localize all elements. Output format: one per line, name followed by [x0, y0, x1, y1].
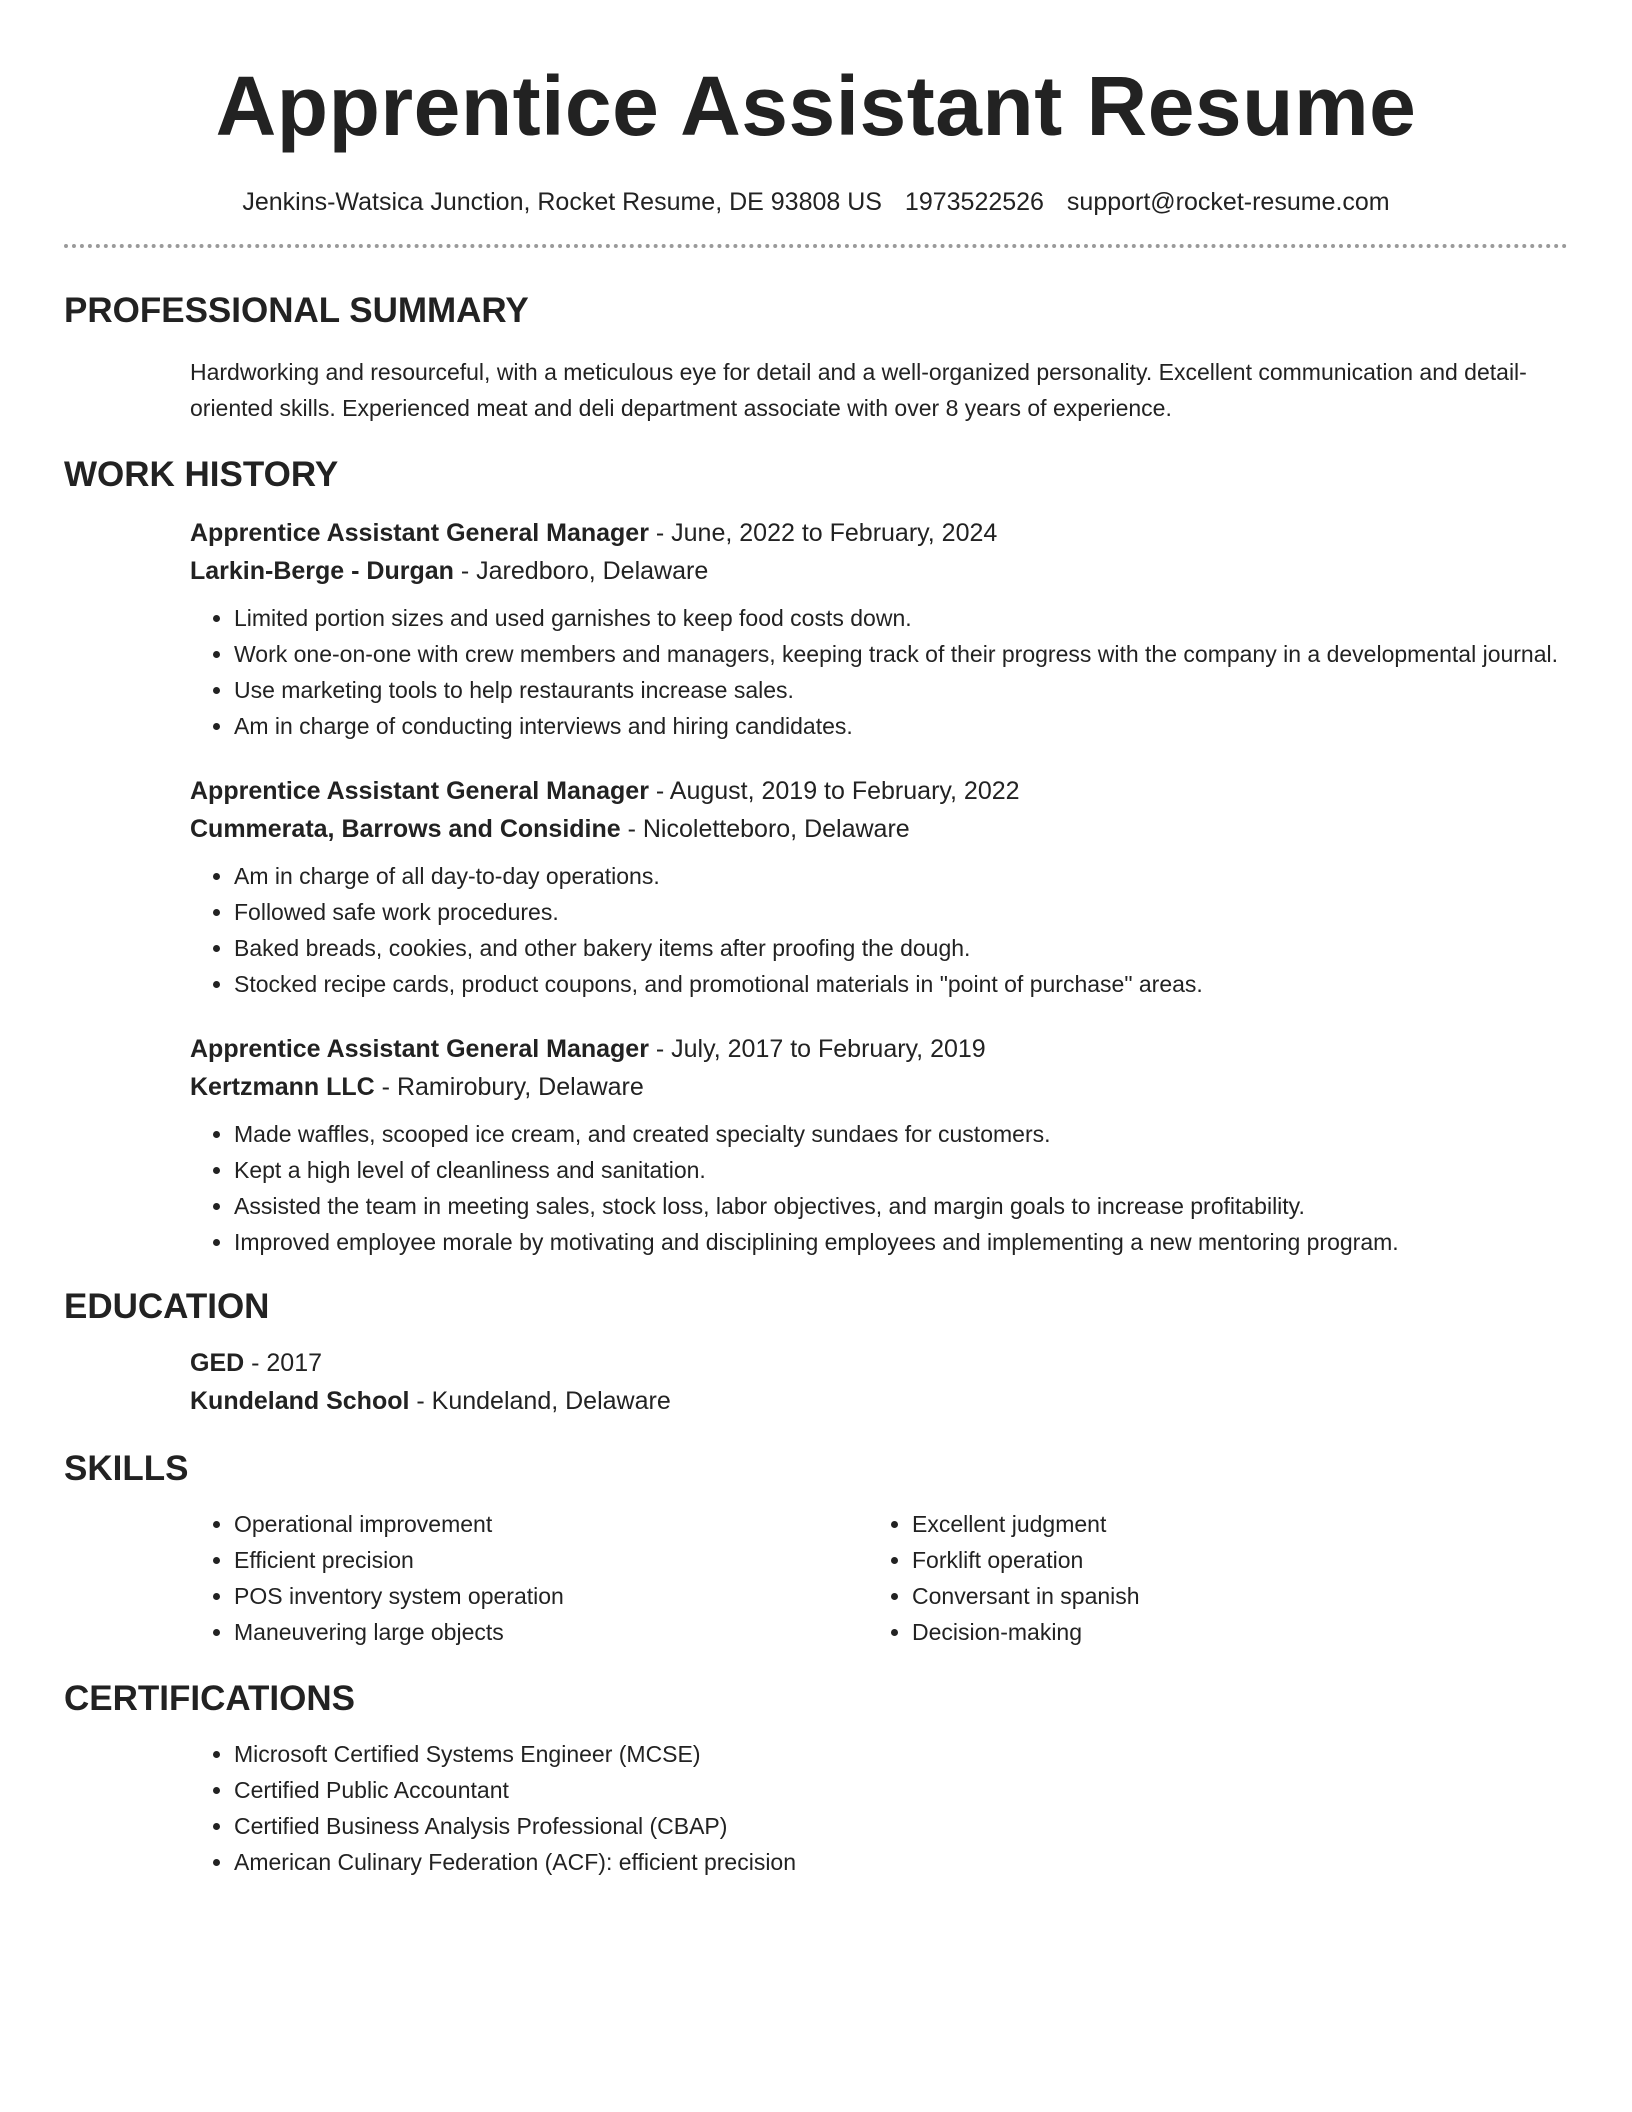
skills-list: [868, 1506, 1546, 1650]
job-entry: [190, 1030, 1568, 1260]
list-item: • Certified Business Analysis Professional (CBAP): [234, 1808, 1568, 1844]
job-company: Larkin-Berge - Durgan: [190, 557, 454, 585]
list-item: • Limited portion sizes and used garnishes to keep food costs down.: [234, 600, 1568, 636]
job-role: Apprentice Assistant General Manager: [190, 519, 649, 547]
list-item: • Certified Public Accountant: [234, 1772, 1568, 1808]
job-location: - Ramirobury, Delaware: [374, 1073, 644, 1101]
summary-heading: PROFESSIONAL SUMMARY: [64, 291, 529, 330]
school-name: Kundeland School: [190, 1387, 410, 1415]
job-role: Apprentice Assistant General Manager: [190, 777, 649, 805]
job-dates: - July, 2017 to February, 2019: [648, 1035, 986, 1063]
header-divider: [64, 244, 1568, 248]
contact-phone: 1973522526: [904, 188, 1044, 216]
job-role-line: [190, 1030, 1568, 1068]
certifications-entry: [190, 1736, 1568, 1880]
certifications-heading: CERTIFICATIONS: [64, 1679, 356, 1718]
summary-text: Hardworking and resourceful, with a meticulous eye for detail and a well-organized personality. Excellent communication and detail-oriented skills. Experienced meat and deli department associate with over 8 years of experience.: [190, 359, 1527, 421]
job-role: Apprentice Assistant General Manager: [190, 1035, 649, 1063]
education-section: [64, 1286, 1568, 1420]
work-history-section: [64, 454, 1568, 1260]
list-item: • Efficient precision: [234, 1542, 868, 1578]
list-item: • Baked breads, cookies, and other bakery items after proofing the dough.: [234, 930, 1568, 966]
job-dates: - August, 2019 to February, 2022: [648, 777, 1020, 805]
job-company: Cummerata, Barrows and Considine: [190, 815, 621, 843]
list-item: • Work one-on-one with crew members and managers, keeping track of their progress with the company in a developmental journal.: [234, 636, 1568, 672]
list-item: • Improved employee morale by motivating and disciplining employees and implementing a new mentoring program.: [234, 1224, 1568, 1260]
certifications-section: [64, 1678, 1568, 1880]
job-dates: - June, 2022 to February, 2024: [648, 519, 998, 547]
graduation-year: - 2017: [244, 1349, 323, 1377]
skills-grid: [190, 1506, 1568, 1650]
list-item: • Assisted the team in meeting sales, stock loss, labor objectives, and margin goals to increase profitability.: [234, 1188, 1568, 1224]
degree-line: [190, 1344, 1568, 1382]
job-entry: [190, 772, 1568, 1002]
resume-title: Apprentice Assistant Resume: [215, 59, 1417, 153]
list-item: • Stocked recipe cards, product coupons, and promotional materials in "point of purchase" areas.: [234, 966, 1568, 1002]
work-history-heading: WORK HISTORY: [64, 455, 339, 494]
summary-section: [64, 290, 1568, 426]
school-location: - Kundeland, Delaware: [409, 1387, 671, 1415]
contact-address: Jenkins-Watsica Junction, Rocket Resume, DE 93808 US: [242, 188, 882, 216]
degree: GED: [190, 1349, 245, 1377]
job-role-line: [190, 514, 1568, 552]
job-duties-list: [190, 600, 1568, 744]
contact-line: [64, 186, 1568, 218]
skills-list: [190, 1506, 868, 1650]
skills-section: [64, 1448, 1568, 1650]
job-duties-list: [190, 1116, 1568, 1260]
list-item: • Operational improvement: [234, 1506, 868, 1542]
list-item: • Use marketing tools to help restaurants increase sales.: [234, 672, 1568, 708]
job-location: - Jaredboro, Delaware: [453, 557, 709, 585]
certifications-list: [190, 1736, 1568, 1880]
job-role-line: [190, 772, 1568, 810]
job-company-line: [190, 1068, 1568, 1106]
school-line: [190, 1382, 1568, 1420]
education-heading: EDUCATION: [64, 1287, 270, 1326]
list-item: • Kept a high level of cleanliness and sanitation.: [234, 1152, 1568, 1188]
list-item: • American Culinary Federation (ACF): efficient precision: [234, 1844, 1568, 1880]
job-company-line: [190, 810, 1568, 848]
list-item: • Conversant in spanish: [912, 1578, 1546, 1614]
list-item: • Am in charge of conducting interviews and hiring candidates.: [234, 708, 1568, 744]
list-item: • Forklift operation: [912, 1542, 1546, 1578]
job-company-line: [190, 552, 1568, 590]
list-item: • Decision-making: [912, 1614, 1546, 1650]
list-item: • POS inventory system operation: [234, 1578, 868, 1614]
job-duties-list: [190, 858, 1568, 1002]
list-item: • Excellent judgment: [912, 1506, 1546, 1542]
job-entry: [190, 514, 1568, 744]
list-item: • Microsoft Certified Systems Engineer (MCSE): [234, 1736, 1568, 1772]
skills-heading: SKILLS: [64, 1449, 189, 1488]
list-item: • Followed safe work procedures.: [234, 894, 1568, 930]
list-item: • Am in charge of all day-to-day operations.: [234, 858, 1568, 894]
skills-column-left: [190, 1506, 868, 1650]
job-company: Kertzmann LLC: [190, 1073, 375, 1101]
list-item: • Made waffles, scooped ice cream, and created specialty sundaes for customers.: [234, 1116, 1568, 1152]
list-item: • Maneuvering large objects: [234, 1614, 868, 1650]
contact-email: support@rocket-resume.com: [1066, 188, 1390, 216]
job-location: - Nicoletteboro, Delaware: [620, 815, 910, 843]
education-entry: [190, 1344, 1568, 1420]
skills-column-right: [868, 1506, 1546, 1650]
